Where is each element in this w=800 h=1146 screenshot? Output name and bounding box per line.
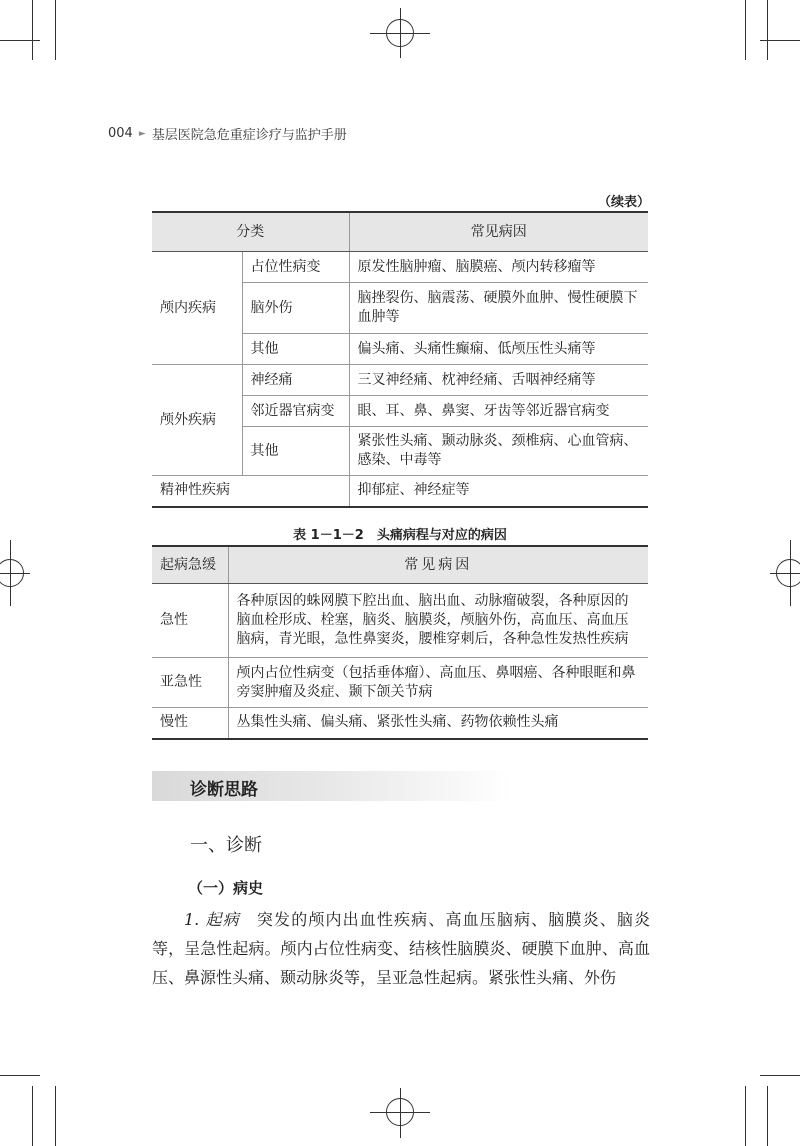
subcategory-cell: 其他	[242, 427, 349, 476]
onset-table	[152, 545, 648, 740]
table-header-row	[152, 546, 648, 584]
paragraph-text: 突发的颅内出血性疾病、高血压脑病、脑膜炎、脑炎等，呈急性起病。颅内占位性病变、结核性脑膜炎、硬膜下血肿、高血压、鼻源性头痛、颞动脉炎等，呈亚急性起病。紧张性头痛、外伤	[152, 910, 650, 987]
cause-cell: 偏头痛、头痛性癫痫、低颅压性头痛等	[349, 334, 648, 365]
crop-mark	[0, 1075, 40, 1076]
book-title: 基层医院急危重症诊疗与监护手册	[151, 128, 347, 143]
registration-mark	[790, 540, 791, 606]
column-header-causes: 常见病因	[349, 212, 648, 252]
table-header-row	[152, 212, 648, 252]
column-header-onset: 起病急缓	[152, 546, 228, 584]
registration-mark	[400, 1088, 401, 1138]
paragraph-lead: 1. 起病	[184, 910, 240, 929]
onset-cell: 急性	[152, 584, 228, 658]
crop-mark	[760, 1075, 800, 1076]
cause-cell: 颅内占位性病变（包括垂体瘤）、高血压、鼻咽癌、各种眼眶和鼻旁窦肿瘤及炎症、颞下颌关节病	[228, 658, 648, 708]
cause-cell: 脑挫裂伤、脑震荡、硬膜外血肿、慢性硬膜下血肿等	[349, 283, 648, 334]
onset-cell: 慢性	[152, 708, 228, 739]
crop-mark	[32, 0, 33, 60]
triangle-right-icon: ►	[138, 128, 146, 139]
registration-mark	[10, 540, 11, 606]
subcategory-cell: 邻近器官病变	[242, 396, 349, 427]
group-cell: 精神性疾病	[152, 476, 349, 507]
page-number: 004	[108, 126, 133, 141]
cause-cell: 紧张性头痛、颞动脉炎、颈椎病、心血管病、感染、中毒等	[349, 427, 648, 476]
table-row	[152, 584, 648, 658]
cause-table	[152, 211, 648, 508]
crop-mark	[55, 0, 56, 60]
body-paragraph	[152, 905, 650, 992]
cause-cell: 抑郁症、神经症等	[349, 476, 648, 507]
crop-mark	[55, 1086, 56, 1146]
heading-level-1: 一、诊断	[190, 835, 262, 856]
crop-mark	[32, 1086, 33, 1146]
registration-mark	[400, 8, 401, 58]
onset-cell: 亚急性	[152, 658, 228, 708]
continued-label: （续表）	[597, 195, 650, 210]
crop-mark	[767, 0, 768, 60]
cause-cell: 原发性脑肿瘤、脑膜癌、颅内转移瘤等	[349, 252, 648, 283]
registration-mark	[0, 573, 30, 574]
crop-mark	[760, 40, 800, 41]
registration-mark	[770, 573, 800, 574]
group-cell: 颅内疾病	[152, 252, 242, 365]
table-row	[152, 476, 648, 507]
crop-mark	[0, 40, 40, 41]
subcategory-cell: 占位性病变	[242, 252, 349, 283]
subcategory-cell: 脑外伤	[242, 283, 349, 334]
cause-cell: 眼、耳、鼻、鼻窦、牙齿等邻近器官病变	[349, 396, 648, 427]
column-header-causes: 常见病因	[228, 546, 648, 584]
table-row	[152, 708, 648, 739]
heading-level-2: （一）病史	[188, 879, 264, 897]
cause-cell: 丛集性头痛、偏头痛、紧张性头痛、药物依赖性头痛	[228, 708, 648, 739]
group-cell: 颅外疾病	[152, 365, 242, 476]
cause-cell: 三叉神经痛、枕神经痛、舌咽神经痛等	[349, 365, 648, 396]
subcategory-cell: 其他	[242, 334, 349, 365]
subcategory-cell: 神经痛	[242, 365, 349, 396]
crop-mark	[745, 0, 746, 60]
table-row	[152, 252, 648, 283]
crop-mark	[767, 1086, 768, 1146]
section-title: 诊断思路	[190, 780, 258, 800]
table-row	[152, 658, 648, 708]
table-caption: 表 1－1－2 头痛病程与对应的病因	[293, 528, 507, 543]
crop-mark	[745, 1086, 746, 1146]
running-head	[108, 124, 347, 143]
column-header-category: 分类	[152, 212, 349, 252]
table-row	[152, 365, 648, 396]
cause-cell: 各种原因的蛛网膜下腔出血、脑出血、动脉瘤破裂，各种原因的脑血栓形成、栓塞，脑炎、脑膜炎，颅脑外伤，高血压、高血压脑病，青光眼，急性鼻窦炎，腰椎穿刺后，各种急性发热性疾病	[228, 584, 648, 658]
